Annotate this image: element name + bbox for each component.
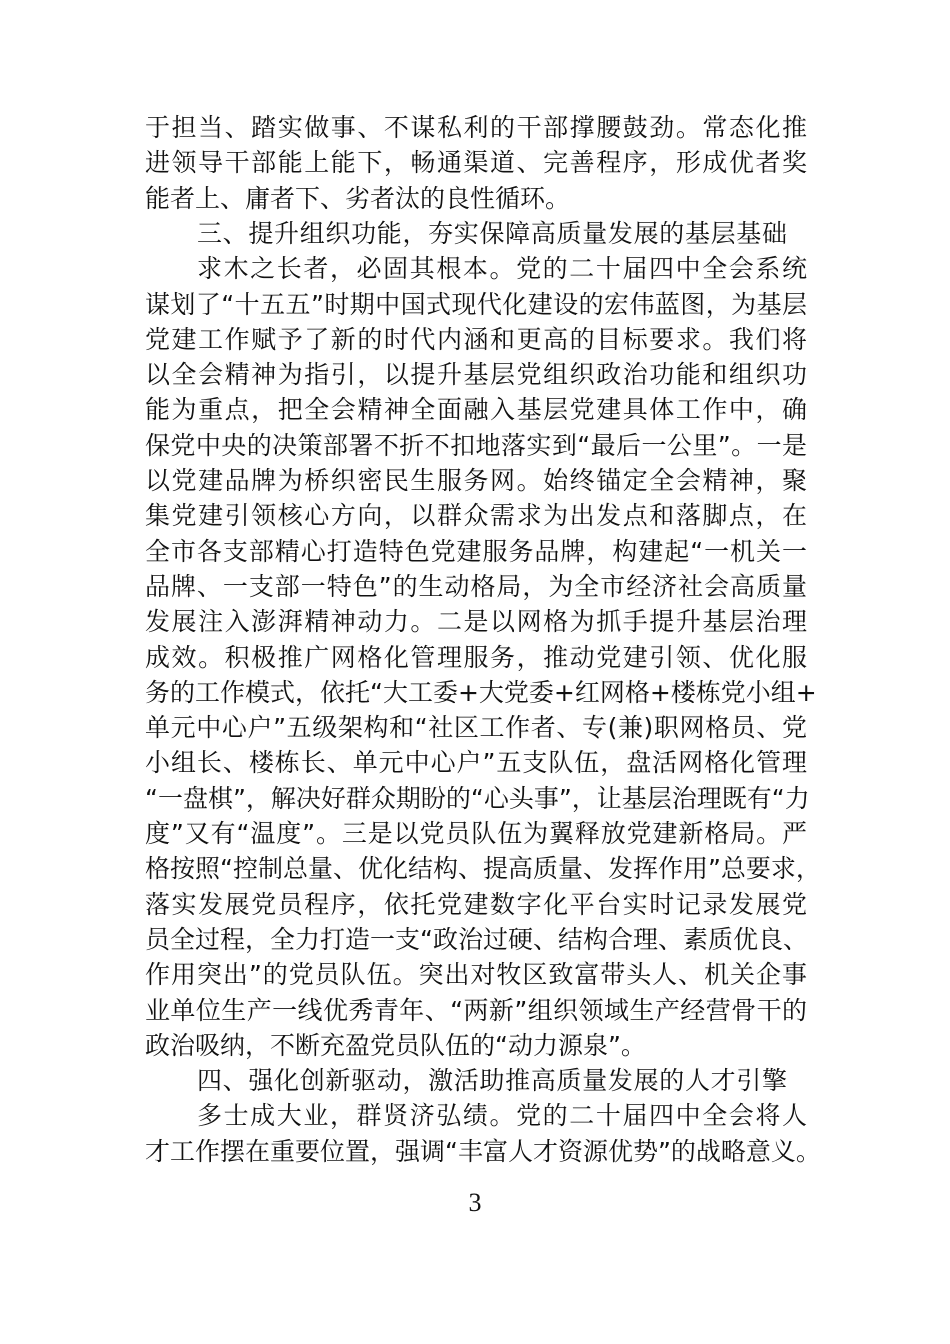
text-line: 发展注入澎湃精神动力。二是以网格为抓手提升基层治理 <box>145 607 807 637</box>
text-line: 品牌、一支部一特色”的生动格局，为全市经济社会高质量 <box>145 571 807 601</box>
text-line: 政治吸纳，不断充盈党员队伍的“动力源泉”。 <box>145 1030 646 1060</box>
text-line: 集党建引领核心方向，以群众需求为出发点和落脚点，在 <box>145 501 807 531</box>
text-line: 全市各支部精心打造特色党建服务品牌，构建起“一机关一 <box>145 536 807 566</box>
text-line: 能者上、庸者下、劣者汰的良性循环。 <box>145 183 571 213</box>
page-number: 3 <box>468 1188 482 1217</box>
text-line: 能为重点，把全会精神全面融入基层党建具体工作中，确 <box>145 395 807 425</box>
text-line: 员全过程，全力打造一支“政治过硬、结构合理、素质优良、 <box>145 924 808 954</box>
text-line: 党建工作赋予了新的时代内涵和更高的目标要求。我们将 <box>145 324 807 354</box>
section-heading: 四、强化创新驱动，激活助推高质量发展的人才引擎 <box>197 1066 787 1096</box>
text-line: 小组长、楼栋长、单元中心户”五支队伍，盘活网格化管理 <box>145 748 807 778</box>
text-line: 务的工作模式，依托“大工委+大党委+红网格+楼栋党小组+ <box>145 677 817 707</box>
text-line: “一盘棋”，解决好群众期盼的“心头事”，让基层治理既有“力 <box>145 783 810 813</box>
text-line: 于担当、踏实做事、不谋私利的干部撑腰鼓劲。常态化推 <box>145 113 807 142</box>
text-line: 度”又有“温度”。三是以党员队伍为翼释放党建新格局。严 <box>145 819 807 848</box>
text-line: 以党建品牌为桥织密民生服务网。始终锚定全会精神，聚 <box>145 466 807 495</box>
text-line: 以全会精神为指引，以提升基层党组织政治功能和组织功 <box>145 360 807 390</box>
text-line: 成效。积极推广网格化管理服务，推动党建引领、优化服 <box>145 642 807 672</box>
text-line: 单元中心户”五级架构和“社区工作者、专(兼)职网格员、党 <box>145 713 807 743</box>
section-heading: 三、提升组织功能，夯实保障高质量发展的基层基础 <box>197 218 787 248</box>
text-line: 格按照“控制总量、优化结构、提高质量、发挥作用”总要求， <box>145 854 821 884</box>
text-line: 作用突出”的党员队伍。突出对牧区致富带头人、机关企事 <box>145 960 807 990</box>
text-line: 才工作摆在重要位置，强调“丰富人才资源优势”的战略意义。 <box>145 1136 821 1166</box>
text-line: 落实发展党员程序，依托党建数字化平台实时记录发展党 <box>145 889 807 919</box>
text-line: 业单位生产一线优秀青年、“两新”组织领域生产经营骨干的 <box>145 995 807 1025</box>
text-line: 多士成大业，群贤济弘绩。党的二十届四中全会将人 <box>197 1101 807 1131</box>
text-line: 保党中央的决策部署不折不扣地落实到“最后一公里”。一是 <box>145 430 807 460</box>
text-line: 求木之长者，必固其根本。党的二十届四中全会系统 <box>197 254 807 284</box>
text-line: 谋划了“十五五”时期中国式现代化建设的宏伟蓝图，为基层 <box>145 289 807 319</box>
text-line: 进领导干部能上能下，畅通渠道、完善程序，形成优者奖 <box>145 148 807 178</box>
